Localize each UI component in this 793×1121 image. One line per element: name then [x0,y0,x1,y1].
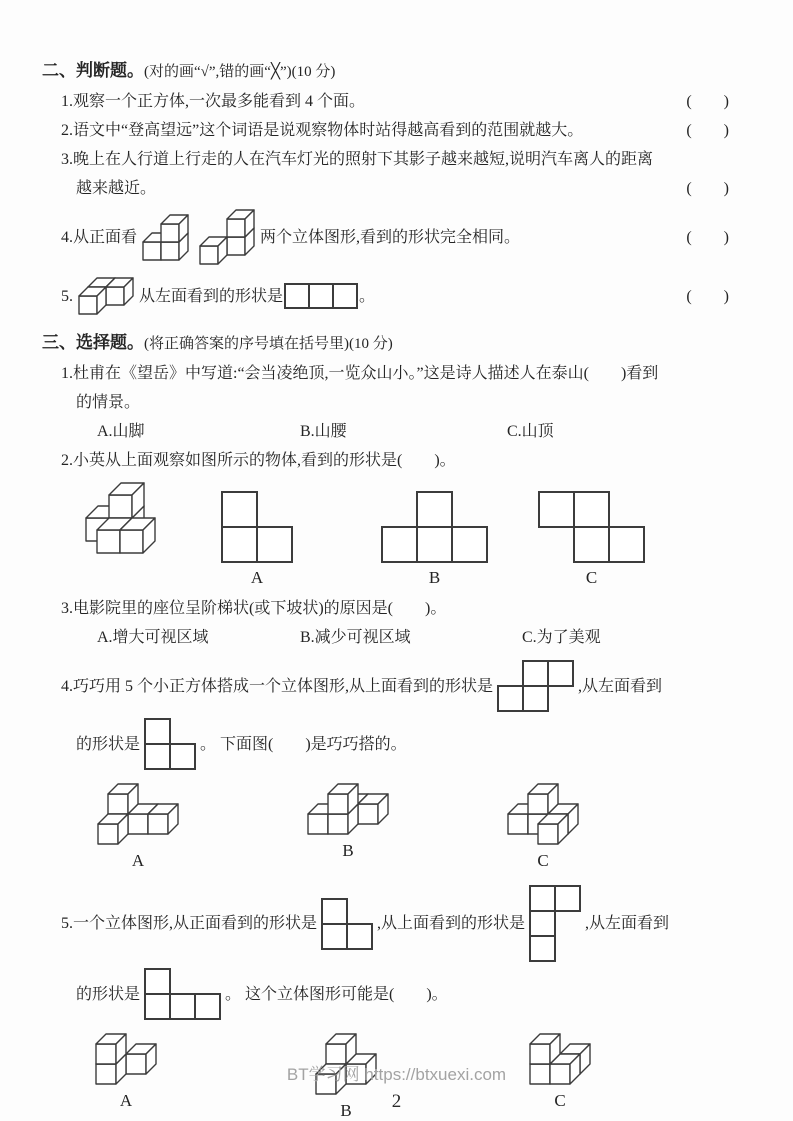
top-view-shape-figure [529,885,581,962]
choice-q2-option-a-figure [217,491,297,588]
choice-q1-line2 [42,388,743,417]
choice-q4-line1 [42,660,743,712]
choice-q4-option-c-figure [502,782,584,871]
choice-section-heading: 三、选择题。 [42,333,144,352]
judge-section-note: (对的画“√”,错的画“╳”)(10 分) [144,64,336,80]
view-shape-figure [538,491,645,563]
choice-q1-text-line2: 的情景。 [76,394,141,411]
judge-q5-number: 5. [61,287,73,305]
left-view-shape-figure [144,718,196,770]
choice-q4-text-2: ,从左面看到 [578,677,663,695]
choice-q1-options [42,417,743,446]
choice-q1-text-line1: 1.杜甫在《望岳》中写道:“会当凌绝顶,一览众山小。”这是诗人描述人在泰山( )看到 [61,365,659,382]
judge-q5-text: 从左面看到的形状是 [139,287,284,305]
judge-q2-row [42,116,743,145]
choice-section [42,328,743,1121]
choice-q4-text-4: 。 下面图( )是巧巧搭的。 [200,735,407,753]
choice-q4-figures [42,782,743,871]
choice-q5-text-1: 5.一个立体图形,从正面看到的形状是 [61,915,318,932]
option-label: C [585,568,598,587]
choice-q3-option-c: C.为了美观 [522,629,601,646]
choice-q2-figures [42,481,743,588]
view-shape-figure [284,283,358,309]
judge-q3-text-line2: 越来越近。 [76,180,157,197]
choice-q2-text: 2.小英从上面观察如图所示的物体,看到的形状是( )。 [61,452,456,469]
choice-q1-line1 [42,359,743,388]
cube-solid-figure [141,213,190,262]
judge-q4-text-post: 两个立体图形,看到的形状完全相同。 [260,228,521,246]
choice-q4-line2 [42,718,743,770]
choice-q5-text-4: 的形状是 [76,985,141,1003]
cube-solid-figure [506,782,580,846]
judge-q5-answer-bracket: ( ) [686,287,729,305]
cube-solid-figure [84,481,157,555]
view-shape-figure [381,491,488,563]
front-view-shape-figure [321,898,373,950]
judge-section-heading: 二、判断题。 [42,61,144,80]
choice-q3-options [42,623,743,652]
option-label: A [119,1091,133,1110]
judge-section-title [42,56,743,87]
left-view-shape-figure [144,968,221,1020]
choice-section-title [42,328,743,359]
judge-q5-text-end: 。 [359,287,376,305]
choice-q4-text-3: 的形状是 [76,735,141,753]
choice-q5-line1 [42,885,743,962]
choice-q4-option-b-figure [302,782,394,861]
option-label: C [537,851,549,870]
judge-q1-row [42,87,743,116]
option-label: B [342,841,354,860]
choice-q2-option-b-figure [377,491,492,588]
choice-q4-text-1: 4.巧巧用 5 个小正方体搭成一个立体图形,从上面看到的形状是 [61,677,494,695]
cube-solid-figure [96,782,180,846]
view-shape-figure [221,491,293,563]
judge-q3-line2 [42,174,743,203]
choice-q1-option-c: C.山顶 [507,423,554,440]
judge-q5-row [42,276,743,316]
choice-q5-line2 [42,968,743,1020]
cube-solid-figure [306,782,390,836]
choice-q3-text: 3.电影院里的座位呈阶梯状(或下坡状)的原因是( )。 [61,600,447,617]
top-view-shape-figure [497,660,574,712]
judge-q2-answer-bracket: ( ) [686,122,729,139]
judge-q3-answer-bracket: ( ) [686,180,729,197]
choice-q5-text-2: ,从上面看到的形状是 [377,915,526,932]
option-label: B [340,1101,352,1120]
choice-q5-text-3: ,从左面看到 [585,915,670,932]
option-label: A [250,568,264,587]
judge-q4-answer-bracket: ( ) [686,228,729,246]
judge-q2-text: 2.语文中“登高望远”这个词语是说观察物体时站得越高看到的范围就越大。 [61,122,584,139]
judge-q4-text-pre: 4.从正面看 [61,228,138,246]
page-number: 2 [391,1091,402,1112]
choice-q2-option-c-figure [534,491,649,588]
option-label: B [428,568,441,587]
cube-solid-figure [198,208,256,266]
judge-q1-answer-bracket: ( ) [686,93,729,110]
choice-q1-option-b: B.山腰 [300,423,347,440]
choice-q4-option-a-figure [92,782,184,871]
footer-watermark: BT学习网 https://btxuexi.com [286,1065,507,1084]
judge-q4-row [42,208,743,266]
choice-q3-row [42,594,743,623]
choice-q3-option-a: A.增大可视区域 [97,629,209,646]
option-label: A [131,851,145,870]
choice-section-note: (将正确答案的序号填在括号里)(10 分) [144,336,393,352]
option-label: C [554,1091,566,1110]
judge-q1-text: 1.观察一个正方体,一次最多能看到 4 个面。 [61,93,366,110]
choice-q5-text-5: 。 这个立体图形可能是( )。 [225,985,448,1003]
judge-section [42,56,743,316]
choice-q2-row [42,446,743,475]
choice-q1-option-a: A.山脚 [97,423,145,440]
cube-solid-figure [77,276,135,316]
judge-q3-text-line1: 3.晚上在人行道上行走的人在汽车灯光的照射下其影子越来越短,说明汽车离人的距离 [61,151,654,168]
choice-q3-option-b: B.减少可视区域 [300,629,411,646]
judge-q3-line1 [42,145,743,174]
